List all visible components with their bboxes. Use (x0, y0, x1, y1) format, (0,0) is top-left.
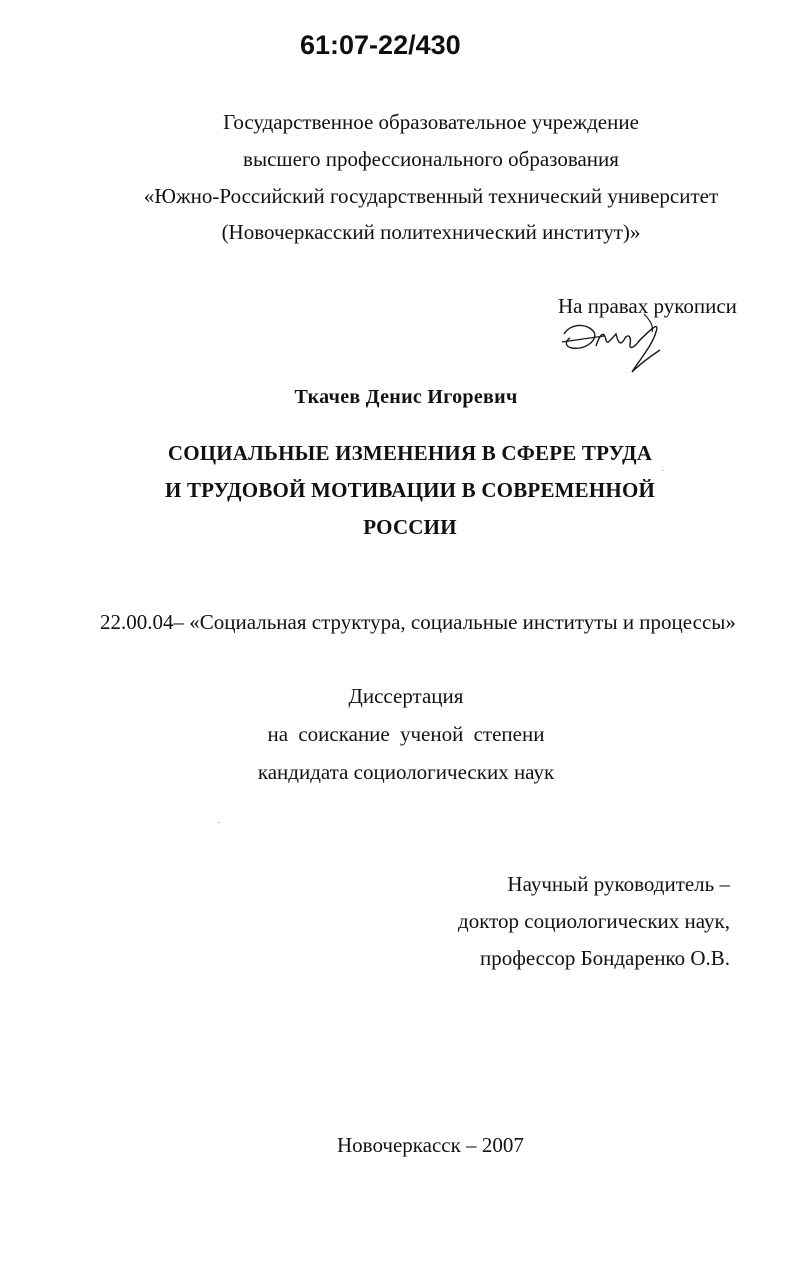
supervisor-label: Научный руководитель – (507, 872, 730, 896)
scan-speck (218, 822, 220, 823)
degree-name: кандидата социологических наук (257, 760, 555, 784)
manuscript-mark: На правах рукописи (558, 294, 737, 318)
institution-line-3: «Южно-Российский государственный технический университет (143, 184, 719, 208)
institution-line-2: высшего профессионального образования (243, 147, 619, 171)
dissertation-title-line-2: И ТРУДОВОЙ МОТИВАЦИИ В СОВРЕМЕННОЙ (164, 478, 656, 502)
supervisor-name: профессор Бондаренко О.В. (479, 946, 730, 970)
dissertation-title-line-1: СОЦИАЛЬНЫЕ ИЗМЕНЕНИЯ В СФЕРЕ ТРУДА (167, 441, 653, 465)
degree-purpose: на соискание ученой степени (267, 722, 545, 746)
scan-speck (662, 470, 664, 471)
city-year: Новочеркасск – 2007 (337, 1133, 524, 1157)
institution-line-4: (Новочеркасский политехнический институт)» (221, 220, 641, 244)
handwritten-signature (560, 312, 670, 376)
archive-code: 61:07-22/430 (300, 30, 461, 60)
dissertation-label: Диссертация (348, 684, 464, 708)
supervisor-degree: доктор социологических наук, (458, 909, 730, 933)
institution-line-1: Государственное образовательное учреждение (223, 110, 639, 134)
author-name: Ткачев Денис Игоревич (294, 386, 518, 408)
specialty-code: 22.00.04– «Социальная структура, социальные институты и процессы» (100, 610, 736, 634)
dissertation-title-line-3: РОССИИ (363, 515, 457, 539)
